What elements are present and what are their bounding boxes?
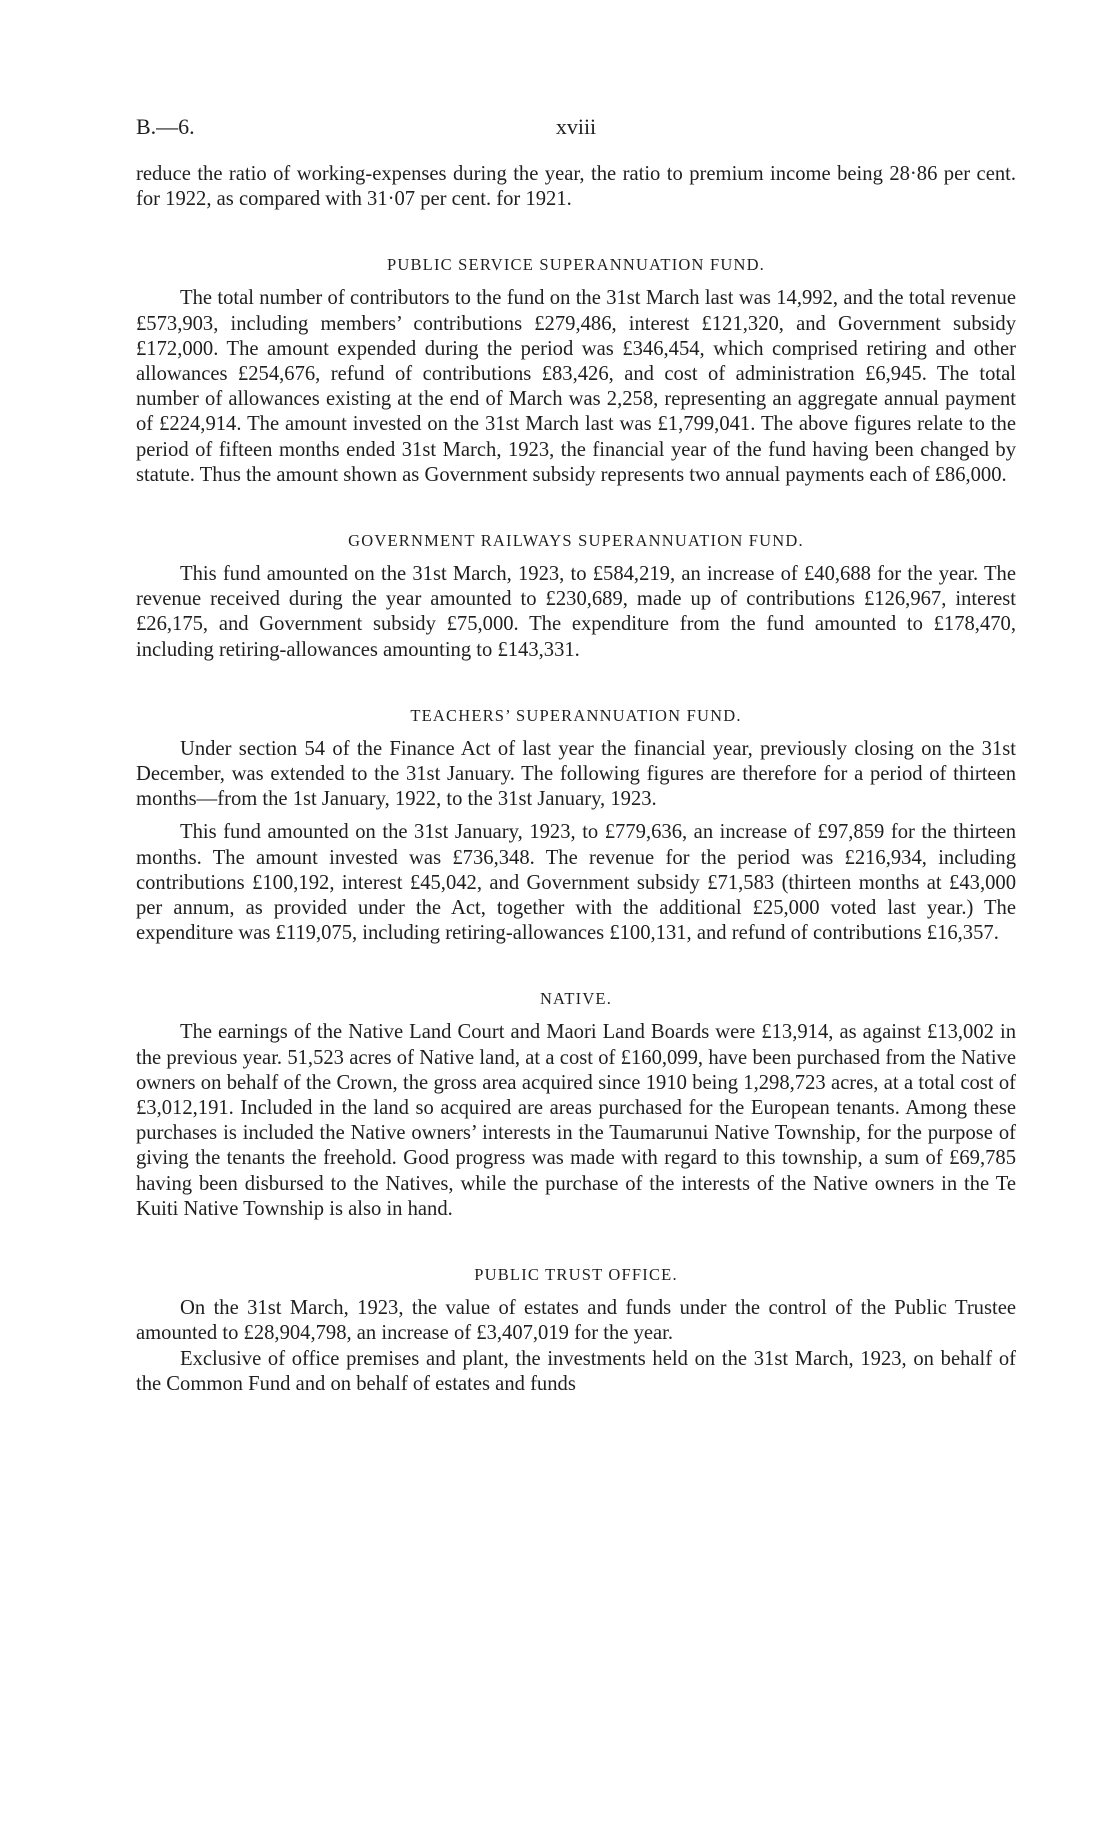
section-heading: PUBLIC TRUST OFFICE. <box>474 1265 678 1285</box>
section-heading: PUBLIC SERVICE SUPERANNUATION FUND. <box>386 255 766 275</box>
section-paragraph: This fund amounted on the 31st January, 1923, to £779,636, an increase of £97,859 for the thirteen months. The amount invested was £736,348. The revenue for the period was £216,934, including contributions £100,192, interest £45,042, and Government subsidy £71,583 (thirteen months at £43,000 per annum, as provided under the Act, together with the additional £25,000 voted last year.) The expenditure was £119,075, including retiring-allowances £100,131, and refund of contributions £16,357. <box>136 821 1016 945</box>
section-teachers-superannuation <box>136 703 1016 947</box>
section-paragraph: On the 31st March, 1923, the value of estates and funds under the control of the Public Trustee amounted to £28,904,798, an increase of £3,407,019 for the year. <box>136 1297 1016 1345</box>
page-number: xviii <box>555 114 597 139</box>
continued-paragraph: reduce the ratio of working-expenses during the year, the ratio to premium income being 28·86 per cent. for 1922, as compared with 31·07 per cent. for 1921. <box>136 163 1016 211</box>
section-public-service-superannuation <box>136 252 1016 488</box>
section-paragraph: Under section 54 of the Finance Act of last year the financial year, previously closing on the 31st December, was extended to the 31st January. The following figures are therefore for a period of thirteen months—from the 1st January, 1922, to the 31st January, 1923. <box>136 737 1016 811</box>
section-native <box>136 986 1016 1222</box>
section-public-trust-office <box>136 1262 1016 1397</box>
section-heading: TEACHERS’ SUPERANNUATION FUND. <box>410 705 742 725</box>
page-body <box>136 162 1016 1397</box>
section-paragraph: The earnings of the Native Land Court and Maori Land Boards were £13,914, as against £13,002 in the previous year. 51,523 acres of Native land, at a cost of £160,099, have been purchased from the Native owners on behalf of the Crown, the gross area acquired since 1910 being 1,298,723 acres, at a total cost of £3,012,191. Included in the land so acquired are areas purchased for the European tenants. Among these purchases is included the Native owners’ interests in the Taumarunui Native Township, for the purpose of giving the tenants the freehold. Good progress was made with regard to this township, a sum of £69,785 having been disbursed to the Natives, while the purchase of the interests of the Native owners in the Te Kuiti Native Township is also in hand. <box>136 1021 1016 1220</box>
section-railways-superannuation <box>136 528 1016 663</box>
document-reference: B.—6. <box>136 114 195 139</box>
section-heading: NATIVE. <box>539 989 613 1009</box>
page-header <box>136 110 1016 144</box>
section-heading: GOVERNMENT RAILWAYS SUPERANNUATION FUND. <box>348 531 804 551</box>
section-paragraph: Exclusive of office premises and plant, the investments held on the 31st March, 1923, on behalf of the Common Fund and on behalf of estates and funds <box>136 1347 1016 1395</box>
section-paragraph: The total number of contributors to the fund on the 31st March last was 14,992, and the total revenue £573,903, including members’ contributions £279,486, interest £121,320, and Government subsidy £172,000. The amount expended during the period was £346,454, which comprised retiring and other allowances £254,676, refund of contributions £83,426, and cost of administration £6,945. The total number of allowances existing at the end of March was 2,258, representing an aggregate annual payment of £224,914. The amount invested on the 31st March last was £1,799,041. The above figures relate to the period of fifteen months ended 31st March, 1923, the financial year of the fund having been changed by statute. Thus the amount shown as Government subsidy represents two annual payments each of £86,000. <box>136 287 1016 486</box>
section-paragraph: This fund amounted on the 31st March, 1923, to £584,219, an increase of £40,688 for the year. The revenue received during the year amounted to £230,689, made up of contributions £126,967, interest £26,175, and Government subsidy £75,000. The expenditure from the fund amounted to £178,470, including retiring-allowances amounting to £143,331. <box>136 563 1016 661</box>
